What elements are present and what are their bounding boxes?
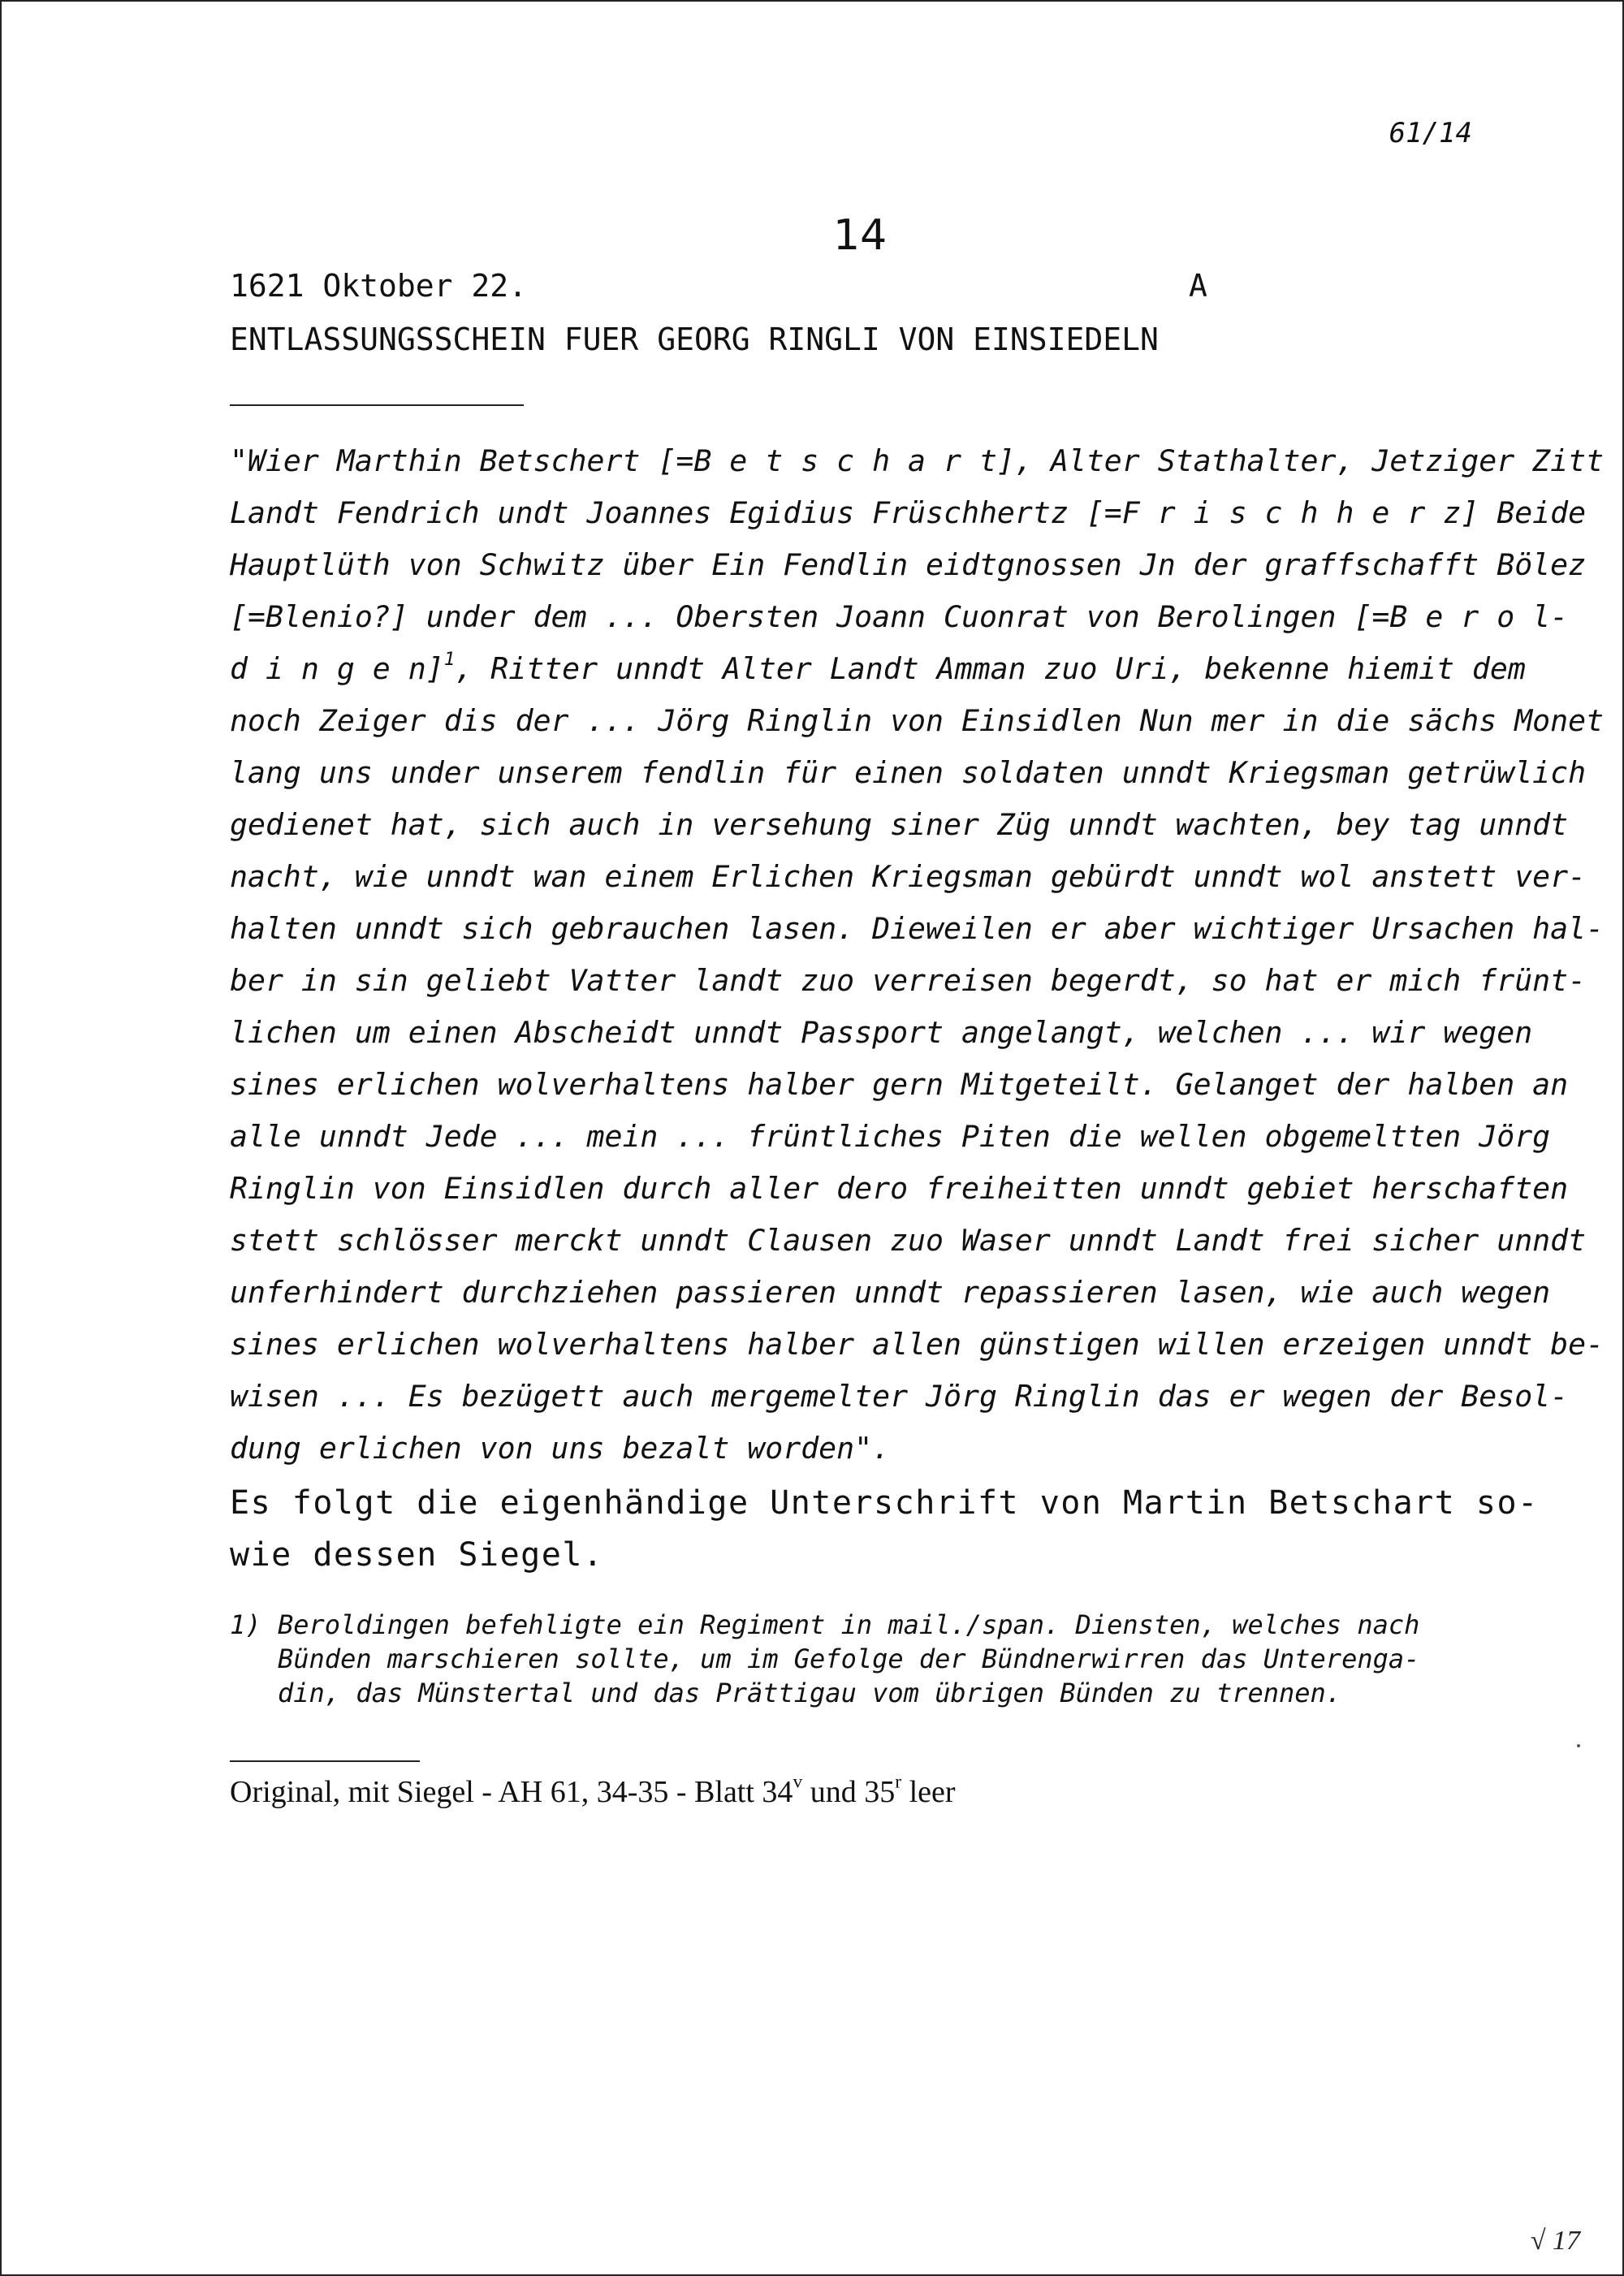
quote-line-part: , Ritter unndt Alter Landt Amman zuo Uri, bekenne hiemit dem [455,651,1526,686]
quote-line: nacht, wie unndt wan einem Erlichen Kriegsman gebürdt unndt wol anstett ver- [230,859,1587,894]
quote-line: noch Zeiger dis der ... Jörg Ringlin von Einsidlen Nun mer in die sächs Monet [230,703,1605,738]
quote-line: sines erlichen wolverhaltens halber gern Mitgeteilt. Gelanget der halben an [230,1067,1569,1102]
quote-line: Landt Fendrich undt Joannes Egidius Früschhertz [=F r i s c h h e r z] Beide [230,495,1587,530]
quote-line: stett schlösser merckt unndt Clausen zuo Waser unndt Landt frei sicher unndt [230,1223,1587,1258]
quote-line [230,651,1526,686]
quote-line: lichen um einen Abscheidt unndt Passport angelangt, welchen ... wir wegen [230,1015,1533,1050]
quote-line: unferhindert durchziehen passieren unndt repassieren lasen, wie auch wegen [230,1275,1551,1310]
note-line: Es folgt die eigenhändige Unterschrift von Martin Betschart so- [230,1484,1539,1522]
source-reference [230,1771,956,1810]
quote-line: Hauptlüth von Schwitz über Ein Fendlin eidtgnossen Jn der graffschafft Bölez [230,547,1587,582]
quote-line: ber in sin geliebt Vatter landt zuo verreisen begerdt, so hat er mich frünt- [230,963,1587,998]
handwritten-page-mark: √ 17 [1530,2226,1580,2256]
quote-line: dung erlichen von uns bezalt worden". [230,1431,891,1466]
page-reference: 61/14 [1389,117,1472,149]
verso-mark: v [793,1771,803,1793]
footnote-ref: 1 [443,649,456,671]
quote-line: halten unndt sich gebrauchen lasen. Dieweilen er aber wichtiger Ursachen hal- [230,911,1605,946]
footnote-marker: 1) [230,1609,261,1640]
footnote-line: Beroldingen befehligte ein Regiment in mail./span. Diensten, welches nach [278,1609,1420,1640]
separator-rule [230,1760,420,1762]
document-number: 14 [833,211,888,260]
note-line: wie dessen Siegel. [230,1536,604,1574]
quote-line: sines erlichen wolverhaltens halber allen günstigen willen erzeigen unndt be- [230,1327,1605,1362]
document-date: 1621 Oktober 22. [230,268,528,304]
source-text: leer [901,1775,956,1809]
quote-line: Ringlin von Einsidlen durch aller dero freiheitten unndt gebiet herschaften [230,1171,1569,1206]
quote-line-part: d i n g e n] [230,651,444,686]
quote-line: lang uns under unserem fendlin für einen soldaten unndt Kriegsman getrüwlich [230,755,1587,790]
quote-line: "Wier Marthin Betschert [=B e t s c h a r t], Alter Stathalter, Jetziger Zitt [230,443,1605,478]
quote-line: wisen ... Es bezügett auch mergemelter Jörg Ringlin das er wegen der Besol- [230,1379,1569,1414]
quote-line: [=Blenio?] under dem ... Obersten Joann Cuonrat von Berolingen [=B e r o l- [230,599,1569,634]
source-text: und 35 [802,1775,896,1809]
source-text: Original, mit Siegel - AH 61, 34-35 - Blatt 34 [230,1775,793,1809]
footnote-line: din, das Münstertal und das Prättigau vom übrigen Bünden zu trennen. [278,1678,1342,1708]
scan-dot [1577,1744,1580,1747]
separator-rule [230,404,524,406]
quote-line: alle unndt Jede ... mein ... früntliches Piten die wellen obgemeltten Jörg [230,1119,1551,1154]
footnote-line: Bünden marschieren sollte, um im Gefolge der Bündnerwirren das Unterenga- [278,1643,1420,1674]
quote-line: gedienet hat, sich auch in versehung siner Züg unndt wachten, bey tag unndt [230,807,1569,842]
document-title: ENTLASSUNGSSCHEIN FUER GEORG RINGLI VON EINSIEDELN [230,322,1159,357]
recto-mark: r [895,1771,902,1793]
series-letter: A [1189,268,1207,304]
